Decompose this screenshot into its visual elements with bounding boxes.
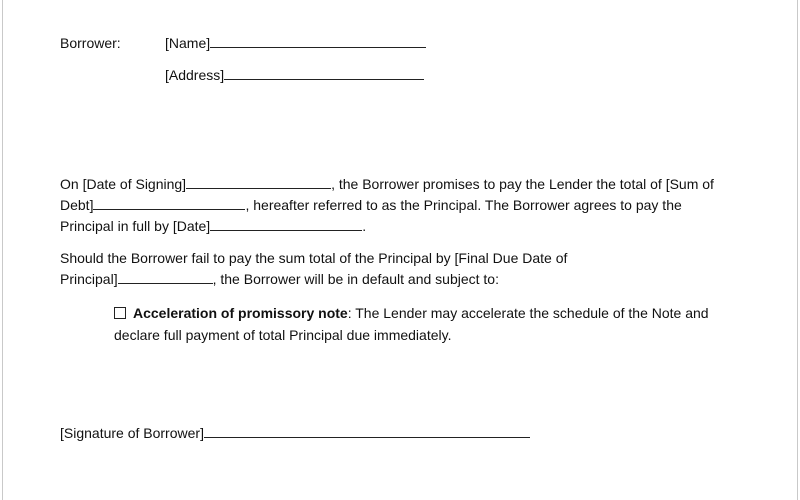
paragraph1-line2 — [60, 196, 682, 214]
paragraph1-text: , the Borrower promises to pay the Lender the total of [Sum of — [331, 176, 714, 192]
paragraph2-line1: Should the Borrower fail to pay the sum total of the Principal by [Final Due Date of — [60, 250, 568, 266]
borrower-address-blank[interactable] — [224, 66, 424, 80]
checkbox-empty-icon[interactable] — [114, 307, 126, 319]
date-of-signing-blank[interactable] — [186, 175, 331, 189]
final-due-date-blank[interactable] — [118, 270, 213, 284]
full-payment-date-blank[interactable] — [210, 217, 362, 231]
borrower-name-placeholder: [Name] — [165, 35, 211, 51]
paragraph1-line3 — [60, 217, 366, 235]
acceleration-text: : The Lender may accelerate the schedule of the Note and — [347, 305, 709, 321]
paragraph2-line2 — [60, 270, 499, 288]
paragraph1-line1 — [60, 175, 714, 193]
paragraph2-text: Principal] — [60, 271, 118, 287]
borrower-address-placeholder: [Address] — [165, 67, 225, 83]
signature-label: [Signature of Borrower] — [60, 425, 204, 441]
paragraph1-text: Debt] — [60, 197, 94, 213]
borrower-name-field[interactable] — [165, 34, 426, 52]
paragraph1-text: Principal in full by [Date] — [60, 218, 211, 234]
paragraph2-text: , the Borrower will be in default and subject to: — [212, 271, 499, 287]
signature-field[interactable] — [60, 424, 530, 442]
document-page — [2, 0, 798, 500]
borrower-address-field[interactable] — [165, 66, 424, 84]
borrower-label: Borrower: — [60, 35, 121, 51]
signature-blank[interactable] — [204, 424, 530, 438]
acceleration-option — [114, 304, 709, 322]
acceleration-text-line2: declare full payment of total Principal due immediately. — [114, 327, 452, 343]
sum-of-debt-blank[interactable] — [93, 196, 245, 210]
borrower-name-blank[interactable] — [210, 34, 426, 48]
paragraph1-text: On [Date of Signing] — [60, 176, 187, 192]
paragraph1-text: , hereafter referred to as the Principal. The Borrower agrees to pay the — [245, 197, 682, 213]
paragraph1-text: . — [362, 218, 367, 234]
acceleration-title: Acceleration of promissory note — [133, 305, 348, 321]
